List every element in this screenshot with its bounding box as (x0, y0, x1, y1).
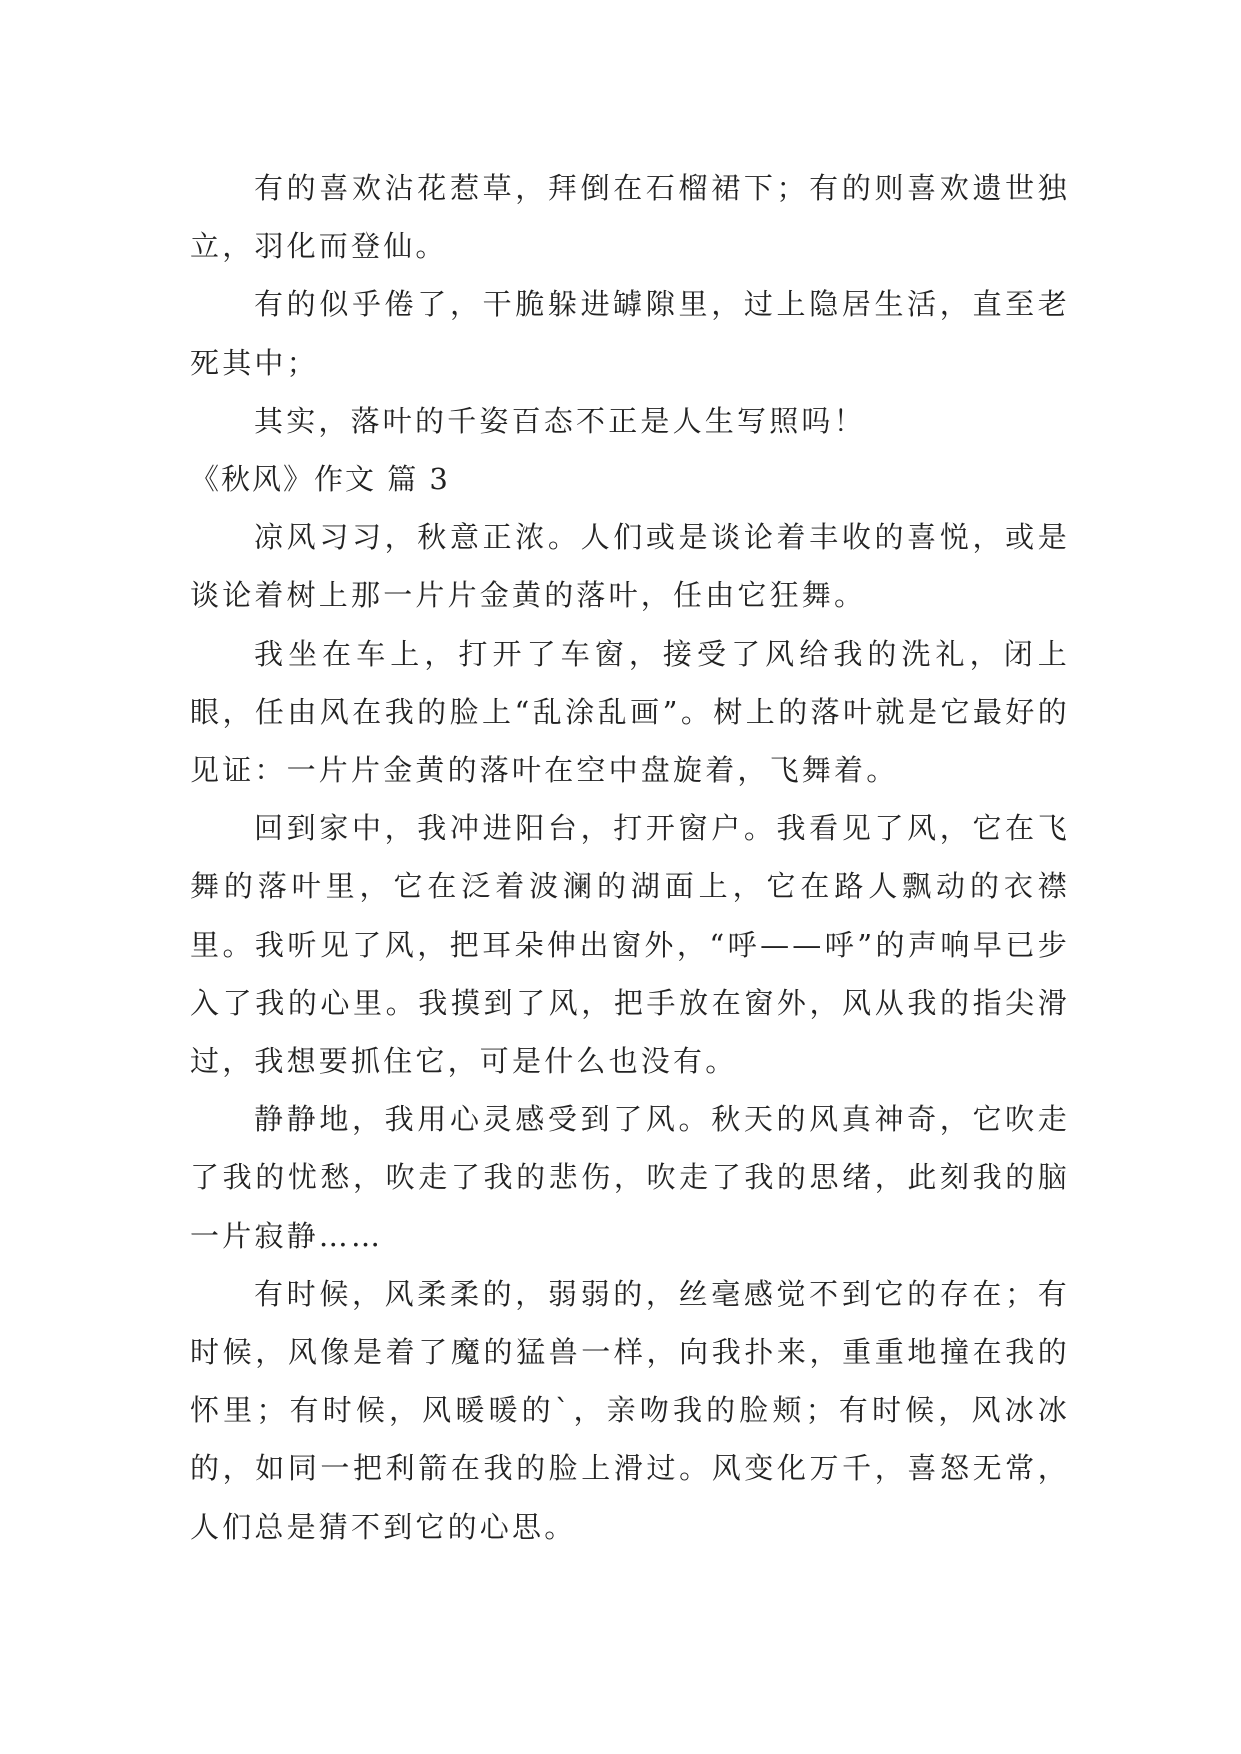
paragraph: 我坐在车上，打开了车窗，接受了风给我的洗礼，闭上眼，任由风在我的脸上“乱涂乱画”。树上的落叶就是它最好的见证：一片片金黄的落叶在空中盘旋着，飞舞着。 (190, 636, 1070, 788)
paragraph: 凉风习习，秋意正浓。人们或是谈论着丰收的喜悦，或是谈论着树上那一片片金黄的落叶，任由它狂舞。 (190, 520, 1070, 613)
paragraph: 有的似乎倦了，干脆躲进罅隙里，过上隐居生活，直至老死其中； (190, 287, 1070, 380)
paragraph: 回到家中，我冲进阳台，打开窗户。我看见了风，它在飞舞的落叶里，它在泛着波澜的湖面上，它在路人飘动的衣襟里。我听见了风，把耳朵伸出窗外，“呼——呼”的声响早已步入了我的心里。我摸到了风，把手放在窗外，风从我的指尖滑过，我想要抓住它，可是什么也没有。 (190, 811, 1070, 1079)
paragraph: 其实，落叶的千姿百态不正是人生写照吗！ (254, 403, 866, 438)
document-body (190, 159, 1070, 1556)
paragraph: 静静地，我用心灵感受到了风。秋天的风真神奇，它吹走了我的忧愁，吹走了我的悲伤，吹走了我的思绪，此刻我的脑一片寂静…… (190, 1102, 1070, 1253)
paragraph: 有时候，风柔柔的，弱弱的，丝毫感觉不到它的存在；有时候，风像是着了魔的猛兽一样，向我扑来，重重地撞在我的怀里；有时候，风暖暖的`，亲吻我的脸颊；有时候，风冰冰的，如同一把利箭在我的脸上滑过。风变化万千，喜怒无常，人们总是猜不到它的心思。 (190, 1276, 1070, 1544)
paragraph: 有的喜欢沾花惹草，拜倒在石榴裙下；有的则喜欢遗世独立，羽化而登仙。 (190, 171, 1070, 264)
section-title: 《秋风》作文 篇 3 (190, 462, 450, 497)
